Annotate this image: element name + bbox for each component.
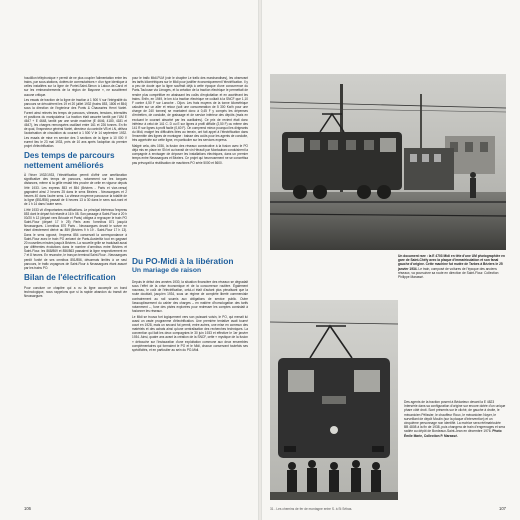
paragraph: pour le trafic Midi-PLM (voir le chapitre Le trafic des marchandises), les observant les tarifs kilométriques sur le Midi pour justifier économiquement l'électrification. Il y a peu de doute que la ligne souffrait déjà à cette époque d'une concurrence du Paris-Toulouse via Limoges, et la création de la traction électrique le permettait de rendre plus compétitive en abaissant les coûts d'exploitation et en accélérant les trains. Enfin, en 1949, le km à la traction électrique ne coûtait à la SNCF que 1,10 F contre 4,50 F sur Laroche - Dijon. Les frais moyens de la tonne kilométrique calculée sur un aller et retour (soit une consommation de 5 300 Kw/h pour une charge de 240 tonnes) se montaient donc à 0,45 F y compris les dépenses d'entretien, de conduite, de graissage et de service intérieur des dépôts (mais en excluant le courant absorbé par les auxiliaires). Ce prix de revient était donc inférieur à celui de 141 C. D ou E sur lignes à profil difficile (2,50 F) ou même des 141 R sur lignes à profil facile (0,60 F). On comprend mieux pourquoi les dirigeants du Midi, malgré les difficultés liées au terrain, ont fait appel à l'électrification dans l'ensemble des lignes de montagne : baisse des coûts pour les agents de conduite, très appréciée sur cette ligne, en particulier sur les services express. [132, 76, 248, 143]
paragraph: Pour conclure ce chapitre qui a vu la ligne accomplir un bond technologique, nous rappelons que si la rapide abandon du transit vie Neussargues [24, 285, 127, 298]
photo-locomotive-crew [270, 300, 398, 500]
section-heading: Du PO-Midi à la libération [132, 256, 234, 266]
paragraph: Malgré cela, dès 1936, la fusion des réseaux consécutive à la fusion avec le PO déjà mis en place en SN et au transit de vin Hérault par Montauban conduisirent la compagnie à envisager de déposer les installations électriques, dans un premier temps entre Neussargues et Béziers. Ce projet qui heureusement ne se concrétisa pas prévoyait la réutilisation de machines PO série 5000 et 5600. [132, 143, 248, 165]
left-column-c [132, 280, 248, 500]
left-column-a [24, 76, 127, 501]
page-number-right: 107 [499, 506, 506, 511]
photo-locomotive-station [270, 74, 506, 250]
book-gutter [258, 0, 262, 520]
caption-bottom-credit: Photo Émile Marie, Collection P. Marassé. [404, 429, 502, 438]
caption-top-text: Le train, composé de voitures de l'époque des anciens réseaux, va poursuivre sa route en direction de Saint-Flour. Collection Philippe Marassé. [398, 266, 499, 280]
paragraph: Le Midi se trouva fort logiquement vers son puissant voisin, le PO, qui menait lui aussi un vaste programme d'électrification. Une première tentative avait tourné court en 1928, mais un second fut permit, entre autres, une mise en commun des matériels et des achats ainsi qu'une centralisation des recherches techniques. La convention qui liait les deux compagnies le 30 juin 1933 et effective le 1er janvier 1934. Ainsi, quatre ans avant la création de la SNCF, cette « mystique de la fusion » débouche sur l'instauration d'une exploitation commune aux deux ensembles complémentaires qui formaient le PO et le Midi, chacun conservant toutefois ses spécificités, et en particulier au sein du PO-Midi. [132, 314, 248, 352]
caption-bottom [404, 400, 506, 438]
paragraph: Les essais de traction de la ligne de traction à 1 500 V sur l'intégralité du parcours se déroulèrent les 19 et 20 juillet 1932 (trains 853, 1806 et 854) sous la direction de l'ingénieur des Ponts & Chaussées Henri Varlet. Furent ainsi relevés les temps de parcours, vitesses, tensions, intensités et positions du manipulateur. La traction était assurée tantôt par l'UM E 4647 + E 4648, tantôt par une seule machine (E 4646, 4180, 4181 et 4647), les charges remorquées oscillant entre 161 et 226 tonnes. En fin de quai, l'inspecteur général Varlet, directeur du contrôle VB et LN, délivra l'autorisation de circulation du courant à 1 500 V le 14 septembre 1932. Les essais de mise en service des 3 sections de la ligne à 10 000 V eurent lieu le 23 mai 1933, près de 10 ans après l'adoption du premier projet d'électrification. [24, 98, 127, 148]
section-title [132, 256, 252, 275]
heading-bilan: Bilan de l'électrification [24, 273, 116, 283]
caption-top-bold: Un document rare : la E 4703 Midi en tête d'une UM photographiée en gare de Saint-Chély avec la plaque d'immatriculation et son fanal gauche d'origine. Cette machine fut mutée de Tarbes à Béziers le 25 janvier 1934. [398, 254, 505, 271]
paragraph: L'été 1933 vit d'importantes modifications. Le principal intéressa l'express 853 dont le départ fut retardé à 16 h 08. Son passage à Saint-Flour à 20 h 00/20 h 12 (départ vers Brioude et Paris) obligea à regrouper le train PO Saint-Flour (départ 17 h 25) Paris avec l'omnibus 871 jusqu'à Neussargues. L'omnibus 870 Paris - Neussargues devait le suivre en étant directement dérivé au 859 (Béziers 9 h 19 - Saint-Flour 17 h 13). Dans le sens opposé, l'express 854 conservait la correspondance à Saint-Flour avec le train PO arrivant de Paris-Austerlitz tout en gagnant 20 nouvelles minutes jusqu'à Béziers. La nouvelle grille se traduisait aussi par différentes évolutions dans le nombre d'omnibus entre Béziers et Saint-Flour. les 868/869 et 856/863 passaient la ligne respectivement en 7 et 8 heures. En revanche, le tronçon terminal Saint-Flour - Neussargues perdit l'unité de ses omnibus 851/856, désormais limités à ce seul parcours, le trafic voyageurs de Saint-Flour à Neussargues étant assuré par les trains PO. [24, 207, 127, 270]
heading-temps-de-parcours: Des temps de parcours nettement améliorés [24, 151, 115, 170]
left-column-b [132, 76, 248, 244]
page-number-left: 106 [24, 506, 31, 511]
section-subheading: Un mariage de raison [132, 267, 202, 274]
paragraph: À l'hiver 1932/1933, l'électrification permit d'offrir une amélioration significative des temps de parcours, notamment sur les longues distances, même si la grille restait très proche de celle en vigueur depuis l'été 1933. Les express 853 et 854 (Béziers - Paris et vice-versa) gagnaient ainsi 2 heures 25 dans le sens Béziers - Neussargues et 2 heures 40 dans l'autre sens. La vitesse moyenne parcourue la totalité de la ligne (851/856) passait de 6 heures 13 à 30 dans le sens sud-nord et de 1 h 14 dans l'autre sens. [24, 173, 127, 207]
caption-bottom-text: Des agents de la traction posent à Bédarieux devant la E 4823 Intersérie dans sa configuration d'origine sur encore dotée d'un unique phare côté droit. Sont présents sur le cliché, de gauche à droite, le mécanicien Pélissier, le chauffeur Roux, le mécanicien Noyer, le surveillant de dépôt Moulin (sur la plaque d'intervention) et un cinquième personnage non identifié. La motrice sera rééimatriculée BB 4808 à la fin de 1938, puis changera de train d'engrenages et sera radiée au dépôt de Bordeaux-Saint-Jean en décembre 1976. [404, 400, 506, 434]
caption-top [398, 254, 506, 279]
paragraph: Depuis le début des années 1930, la situation financière des réseaux se dégradait sous l'effet de la crise économique et de la concurrence routière. Également nouveau, le coût de l'électrification, celui-ci était d'autant plus pénalisant que la route doublait, jusqu'en 1934, sous un régime de complète liberté commerciale contrairement au rail soumis aux obligations de service public. Outre l'assouplissement du cahier des charges – en matière d'homologation des tarifs notamment –, l'une des pistes explorées pour redresser les comptes consistait à fusionner les réseaux. [132, 280, 248, 314]
page-footer: 31 - Les chemins de fer de montagne entre S. à St Sébas. [270, 507, 353, 511]
paragraph: houdillon téléphonique » permit de ne plus coupler l'alimentation entre les trains, par sous-stations, dotées de commutatrices « d'un type identique à celles installées sur la ligne de Portet-Saint-Simon à Latour-de-Carol et sur les embranchements de la région de Bayonne », ne suscitèrent aucune critique. [24, 76, 127, 97]
